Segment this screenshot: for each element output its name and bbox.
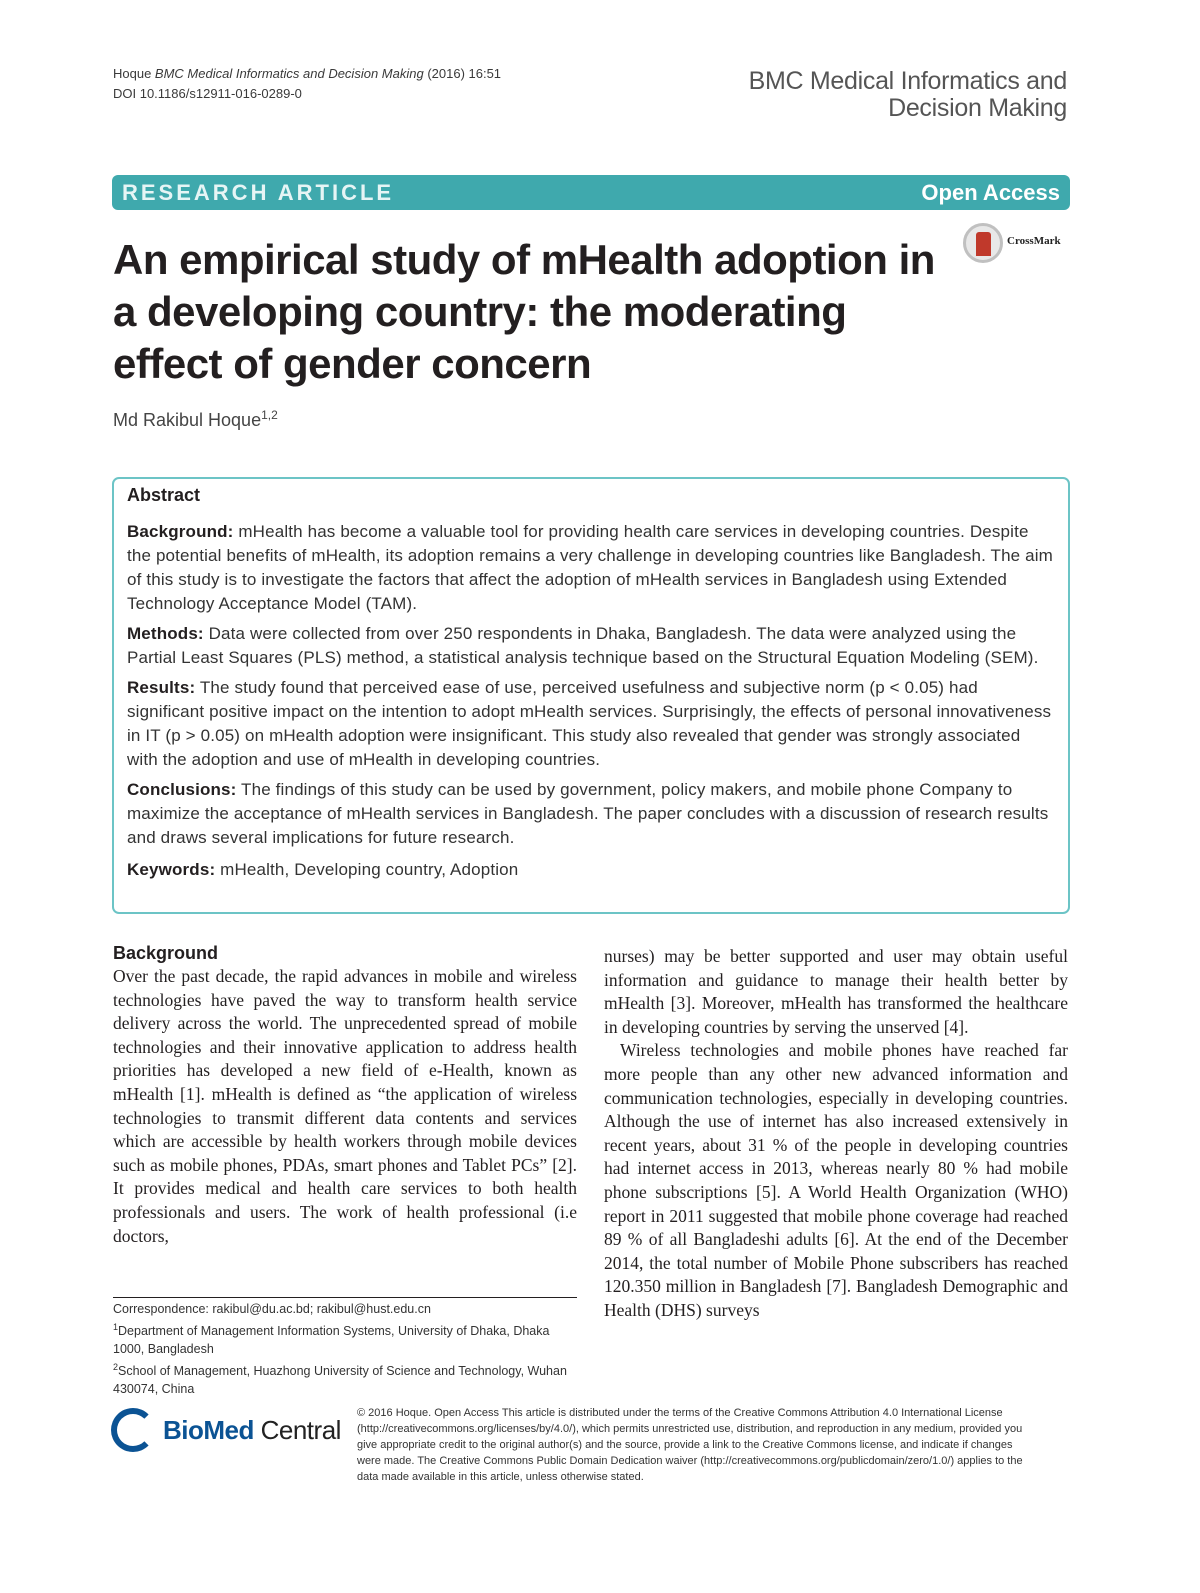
footnotes [113, 1300, 577, 1398]
abstract-results-text: The study found that perceived ease of use, perceived usefulness and subjective norm (p < 0.05) had significant positive impact on the intention to adopt mHealth services. Surprisingly, the effects of personal innovativeness in IT (p > 0.05) on mHealth adoption were insignificant. This study also revealed that gender was strongly associated with the adoption and use of mHealth in developing countries. [127, 678, 1052, 769]
biomed-central-wordmark [163, 1415, 341, 1446]
affiliation-1-marker: 1 [113, 1322, 119, 1332]
abstract-background [127, 520, 1056, 616]
abstract-methods-text: Data were collected from over 250 respondents in Dhaka, Bangladesh. The data were analyzed using the Partial Least Squares (PLS) method, a statistical analysis technique based on the Structural Equation Modeling (SEM). [127, 624, 1039, 667]
section-heading: Background [113, 943, 219, 963]
affiliation-2 [113, 1358, 577, 1398]
biomed-wordmark-central: Central [253, 1415, 341, 1445]
abstract-keywords-text: mHealth, Developing country, Adoption [215, 860, 519, 879]
journal-name-line2: Decision Making [888, 94, 1067, 122]
body-paragraph: nurses) may be better supported and user may obtain useful information and guidance to manage their health better by mHealth [3]. Moreover, mHealth has transformed the healthcare in developing countries by serving the unserved [4]. [604, 946, 1068, 1037]
article-type-banner [112, 175, 1070, 210]
abstract-keywords [127, 858, 1056, 882]
body-column-left [113, 941, 577, 1248]
abstract-background-text: mHealth has become a valuable tool for providing health care services in developing countries. Despite the potential benefits of mHealth, its adoption remains a very challenge in developing countries like Bangladesh. The aim of this study is to investigate the factors that affect the adoption of mHealth services in Bangladesh using Extended Technology Acceptance Model (TAM). [127, 522, 1053, 613]
abstract-heading: Abstract [127, 485, 201, 505]
doi-link[interactable]: DOI 10.1186/s12911-016-0289-0 [113, 86, 302, 101]
body-paragraph: Wireless technologies and mobile phones have reached far more people than any other new advanced information and communication technologies, especially in developing countries. Although the use of internet has also increased extensively in recent years, about 31 % of the people in developing countries had internet access in 2013, whereas nearly 80 % had mobile phone subscriptions [5]. A World Health Organization (WHO) report in 2011 suggested that mobile phone coverage had reached 89 % of all Bangladeshi adults [6]. At the end of the December 2014, the total number of Mobile Phone subscribers has reached 120.350 million in Bangladesh [7]. Bangladesh Demographic and Health (DHS) surveys [604, 1040, 1068, 1320]
biomed-wordmark-bio: BioMed [163, 1415, 254, 1445]
abstract-methods [127, 622, 1056, 670]
correspondence-email[interactable]: Correspondence: rakibul@du.ac.bd; rakibul@hust.edu.cn [113, 1302, 431, 1316]
journal-name [749, 68, 1067, 122]
abstract-methods-label: Methods: [127, 624, 204, 643]
affiliation-1-text: Department of Management Information Systems, University of Dhaka, Dhaka 1000, Bangladesh [113, 1324, 550, 1357]
license-statement [357, 1405, 1037, 1485]
abstract-conclusions-label: Conclusions: [127, 780, 237, 799]
crossmark-label: CrossMark [1007, 235, 1061, 247]
body-column-right [604, 941, 1068, 1323]
affiliation-2-marker: 2 [113, 1362, 119, 1373]
abstract-results-label: Results: [127, 678, 196, 697]
citation-author: Hoque [113, 66, 155, 81]
abstract-results [127, 676, 1056, 772]
crossmark-button[interactable] [963, 223, 1071, 265]
biomed-central-logo[interactable] [111, 1408, 341, 1453]
body-paragraph: Over the past decade, the rapid advances in mobile and wireless technologies have paved the way to transform health service delivery across the world. The unprecedented spread of mobile technologies and their innovative application to address health priorities has developed a new field of e-Health, known as mHealth [1]. mHealth is defined as “the application of wireless technologies to transmit different data contents and services which are accessible by health workers through mobile devices such as mobile phones, PDAs, smart phones and Tablet PCs” [2]. It provides medical and health care services to both health professionals and users. The work of health professional (i.e doctors, [113, 966, 577, 1246]
biomed-central-icon [111, 1408, 155, 1452]
article-title: An empirical study of mHealth adoption in a developing country: the moderating effect of gender concern [113, 236, 935, 387]
author-name[interactable]: Md Rakibul Hoque [113, 410, 262, 430]
abstract-conclusions [127, 778, 1056, 850]
journal-name-line1: BMC Medical Informatics and [748, 67, 1067, 95]
footnote-divider [113, 1297, 577, 1298]
affiliation-1 [113, 1318, 577, 1358]
author-affiliation-marker: 1,2 [261, 408, 278, 422]
abstract-keywords-label: Keywords: [127, 860, 216, 879]
article-type-label: RESEARCH ARTICLE [122, 180, 395, 205]
crossmark-icon [963, 223, 1003, 263]
abstract-box [112, 477, 1070, 914]
abstract-background-label: Background: [127, 522, 234, 541]
abstract-conclusions-text: The findings of this study can be used by government, policy makers, and mobile phone Company to maximize the acceptance of mHealth services in Bangladesh. The paper concludes with a discussion of research results and draws several implications for future research. [127, 780, 1049, 847]
open-access-label: Open Access [921, 180, 1060, 205]
author-line [113, 408, 278, 431]
citation-header [113, 64, 501, 104]
citation-year: (2016) 16:51 [423, 66, 502, 81]
license-text: This article is distributed under the terms of the Creative Commons Attribution 4.0 International License (http://creativecommons.org/licenses/by/4.0/), which permits unrestricted use, distribution, and reproduction in any medium, provided you give appropriate credit to the original author(s) and the source, provide a link to the Creative Commons license, and indicate if changes were made. The Creative Commons Public Domain Dedication waiver (http://creativecommons.org/publicdomain/zero/1.0/) applies to the data made available in this article, unless otherwise stated. [357, 1407, 1023, 1483]
license-lead: © 2016 Hoque. Open Access [357, 1407, 500, 1419]
citation-line [113, 64, 501, 84]
citation-journal: BMC Medical Informatics and Decision Making [154, 66, 424, 81]
affiliation-2-text: School of Management, Huazhong University of Science and Technology, Wuhan 430074, China [113, 1364, 567, 1397]
